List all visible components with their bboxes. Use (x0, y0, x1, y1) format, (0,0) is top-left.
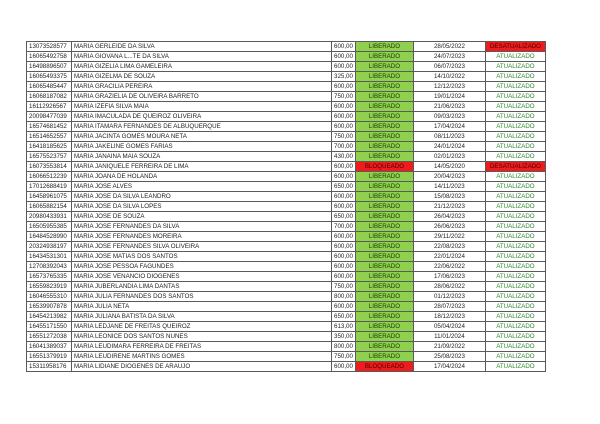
id-cell: 16418185625 (27, 142, 72, 152)
value-cell: 650,00 (332, 182, 356, 192)
name-cell: MARIA JOSE PESSOA FAGUNDES (72, 262, 332, 272)
id-cell: 16505955385 (27, 222, 72, 232)
table-row (27, 352, 546, 362)
situation-cell: ATUALIZADO (485, 212, 545, 222)
id-cell: 16539907878 (27, 302, 72, 312)
status-cell: LIBERADO (355, 132, 413, 142)
date-cell: 01/12/2023 (413, 292, 485, 302)
table-row (27, 52, 546, 62)
situation-cell: ATUALIZADO (485, 352, 545, 362)
situation-cell: ATUALIZADO (485, 72, 545, 82)
value-cell: 600,00 (332, 262, 356, 272)
situation-cell: ATUALIZADO (485, 52, 545, 62)
status-cell: BLOQUEADO (355, 162, 413, 172)
situation-cell: ATUALIZADO (485, 102, 545, 112)
situation-cell: ATUALIZADO (485, 142, 545, 152)
date-cell: 14/11/2023 (413, 182, 485, 192)
name-cell: MARIA JOSE FERNANDES DA SILVA (72, 222, 332, 232)
situation-cell: ATUALIZADO (485, 172, 545, 182)
date-cell: 12/12/2023 (413, 82, 485, 92)
name-cell: MARIA JANIQUELE FERREIRA DE LIMA (72, 162, 332, 172)
date-cell: 22/01/2024 (413, 252, 485, 262)
table-row (27, 162, 546, 172)
situation-cell: ATUALIZADO (485, 242, 545, 252)
value-cell: 750,00 (332, 92, 356, 102)
table-row (27, 242, 546, 252)
id-cell: 16041389037 (27, 342, 72, 352)
name-cell: MARIA LEUDIRENE MARTINS GOMES (72, 352, 332, 362)
situation-cell: ATUALIZADO (485, 222, 545, 232)
status-cell: LIBERADO (355, 122, 413, 132)
date-cell: 22/08/2023 (413, 242, 485, 252)
table-row (27, 212, 546, 222)
status-cell: LIBERADO (355, 212, 413, 222)
table-row (27, 362, 546, 372)
name-cell: MARIA IZEFIA SILVA MAIA (72, 102, 332, 112)
id-cell: 16498896507 (27, 62, 72, 72)
name-cell: MARIA GERLEIDE DA SILVA (72, 42, 332, 52)
table-row (27, 222, 546, 232)
situation-cell: ATUALIZADO (485, 332, 545, 342)
name-cell: MARIA JOSE FERNANDES MOREIRA (72, 232, 332, 242)
situation-cell: ATUALIZADO (485, 82, 545, 92)
id-cell: 16455171550 (27, 322, 72, 332)
table-row (27, 342, 546, 352)
table-row (27, 172, 546, 182)
id-cell: 15311958176 (27, 362, 72, 372)
date-cell: 17/06/2023 (413, 272, 485, 282)
value-cell: 600,00 (332, 232, 356, 242)
name-cell: MARIA JUBERLANDIA LIMA DANTAS (72, 282, 332, 292)
id-cell: 16551272038 (27, 332, 72, 342)
name-cell: MARIA LIDIANE DIOGENES DE ARAUJO (72, 362, 332, 372)
value-cell: 750,00 (332, 282, 356, 292)
value-cell: 600,00 (332, 42, 356, 52)
value-cell: 750,00 (332, 132, 356, 142)
table-body (27, 42, 546, 372)
name-cell: MARIA GIZELMA DE SOUZA (72, 72, 332, 82)
value-cell: 750,00 (332, 352, 356, 362)
id-cell: 16434531301 (27, 252, 72, 262)
status-cell: LIBERADO (355, 242, 413, 252)
situation-cell: ATUALIZADO (485, 252, 545, 262)
table-row (27, 232, 546, 242)
table-row (27, 322, 546, 332)
situation-cell: ATUALIZADO (485, 202, 545, 212)
id-cell: 16458961075 (27, 192, 72, 202)
status-cell: LIBERADO (355, 202, 413, 212)
date-cell: 19/01/2024 (413, 92, 485, 102)
value-cell: 600,00 (332, 362, 356, 372)
id-cell: 16484528990 (27, 232, 72, 242)
situation-cell: ATUALIZADO (485, 152, 545, 162)
situation-cell: ATUALIZADO (485, 92, 545, 102)
situation-cell: ATUALIZADO (485, 302, 545, 312)
value-cell: 600,00 (332, 242, 356, 252)
name-cell: MARIA JULIA NETA (72, 302, 332, 312)
date-cell: 28/05/2022 (413, 42, 485, 52)
value-cell: 600,00 (332, 82, 356, 92)
date-cell: 14/05/2020 (413, 162, 485, 172)
name-cell: MARIA JOSE DE SOUZA (72, 212, 332, 222)
status-cell: LIBERADO (355, 112, 413, 122)
status-cell: LIBERADO (355, 152, 413, 162)
situation-cell: DESATUALIZADO (485, 42, 545, 52)
id-cell: 16551379919 (27, 352, 72, 362)
name-cell: MARIA JOSE VENANCIO DIOGENES (72, 272, 332, 282)
value-cell: 600,00 (332, 302, 356, 312)
status-cell: BLOQUEADO (355, 362, 413, 372)
table-row (27, 122, 546, 132)
situation-cell: ATUALIZADO (485, 282, 545, 292)
value-cell: 600,00 (332, 122, 356, 132)
value-cell: 325,00 (332, 72, 356, 82)
id-cell: 16573765335 (27, 272, 72, 282)
date-cell: 21/12/2023 (413, 202, 485, 212)
date-cell: 28/07/2023 (413, 302, 485, 312)
spreadsheet-table (26, 41, 546, 372)
table-row (27, 202, 546, 212)
table-row (27, 142, 546, 152)
value-cell: 600,00 (332, 272, 356, 282)
id-cell: 16065485447 (27, 82, 72, 92)
date-cell: 02/01/2023 (413, 152, 485, 162)
status-cell: LIBERADO (355, 312, 413, 322)
status-cell: LIBERADO (355, 232, 413, 242)
value-cell: 600,00 (332, 202, 356, 212)
name-cell: MARIA GRAZIELIA DE OLIVEIRA BARRETO (72, 92, 332, 102)
value-cell: 800,00 (332, 292, 356, 302)
status-cell: LIBERADO (355, 282, 413, 292)
status-cell: LIBERADO (355, 92, 413, 102)
name-cell: MARIA JANAINA MAIA SOUZA (72, 152, 332, 162)
id-cell: 16574681452 (27, 122, 72, 132)
id-cell: 16514652557 (27, 132, 72, 142)
name-cell: MARIA JOSE FERNANDES SILVA OLIVEIRA (72, 242, 332, 252)
value-cell: 600,00 (332, 112, 356, 122)
name-cell: MARIA JOANA DE HOLANDA (72, 172, 332, 182)
date-cell: 15/08/2023 (413, 192, 485, 202)
status-cell: LIBERADO (355, 302, 413, 312)
situation-cell: ATUALIZADO (485, 192, 545, 202)
situation-cell: ATUALIZADO (485, 312, 545, 322)
situation-cell: ATUALIZADO (485, 292, 545, 302)
date-cell: 06/07/2023 (413, 62, 485, 72)
table-row (27, 332, 546, 342)
name-cell: MARIA ITAMARA FERNANDES DE ALBUQUERQUE (72, 122, 332, 132)
table-row (27, 182, 546, 192)
date-cell: 14/10/2022 (413, 72, 485, 82)
table-row (27, 272, 546, 282)
situation-cell: ATUALIZADO (485, 132, 545, 142)
status-cell: LIBERADO (355, 352, 413, 362)
situation-cell: ATUALIZADO (485, 122, 545, 132)
date-cell: 08/11/2023 (413, 132, 485, 142)
date-cell: 22/06/2022 (413, 262, 485, 272)
date-cell: 21/09/2022 (413, 342, 485, 352)
name-cell: MARIA LEUDIMARA FERREIRA DE FREITAS (72, 342, 332, 352)
status-cell: LIBERADO (355, 342, 413, 352)
table-row (27, 102, 546, 112)
name-cell: MARIA LEONICE DOS SANTOS NUNES (72, 332, 332, 342)
date-cell: 05/04/2024 (413, 322, 485, 332)
table-row (27, 62, 546, 72)
name-cell: MARIA JAKELINE GOMES FARIAS (72, 142, 332, 152)
name-cell: MARIA JULIA FERNANDES DOS SANTOS (72, 292, 332, 302)
name-cell: MARIA JOSE ALVES (72, 182, 332, 192)
date-cell: 24/01/2024 (413, 142, 485, 152)
date-cell: 21/06/2023 (413, 102, 485, 112)
name-cell: MARIA JOSE DA SILVA LOPES (72, 202, 332, 212)
date-cell: 20/04/2023 (413, 172, 485, 182)
name-cell: MARIA JULIANA BATISTA DA SILVA (72, 312, 332, 322)
table-row (27, 72, 546, 82)
value-cell: 700,00 (332, 142, 356, 152)
situation-cell: ATUALIZADO (485, 182, 545, 192)
id-cell: 13073528577 (27, 42, 72, 52)
id-cell: 16066512239 (27, 172, 72, 182)
id-cell: 16073553814 (27, 162, 72, 172)
table-row (27, 262, 546, 272)
table-row (27, 292, 546, 302)
id-cell: 16575523757 (27, 152, 72, 162)
value-cell: 613,00 (332, 322, 356, 332)
name-cell: MARIA GIZELIA LIMA GAMELEIRA (72, 62, 332, 72)
id-cell: 16068187082 (27, 92, 72, 102)
status-cell: LIBERADO (355, 192, 413, 202)
status-cell: LIBERADO (355, 42, 413, 52)
table-row (27, 112, 546, 122)
situation-cell: ATUALIZADO (485, 362, 545, 372)
date-cell: 18/12/2023 (413, 312, 485, 322)
date-cell: 17/04/2024 (413, 122, 485, 132)
situation-cell: ATUALIZADO (485, 262, 545, 272)
table-row (27, 192, 546, 202)
id-cell: 16065492758 (27, 52, 72, 62)
table-row (27, 152, 546, 162)
date-cell: 26/04/2023 (413, 212, 485, 222)
status-cell: LIBERADO (355, 52, 413, 62)
value-cell: 600,00 (332, 62, 356, 72)
status-cell: LIBERADO (355, 62, 413, 72)
value-cell: 650,00 (332, 312, 356, 322)
name-cell: MARIA GRACILIA PEREIRA (72, 82, 332, 92)
value-cell: 800,00 (332, 342, 356, 352)
value-cell: 650,00 (332, 212, 356, 222)
status-cell: LIBERADO (355, 102, 413, 112)
table-row (27, 302, 546, 312)
id-cell: 16065493375 (27, 72, 72, 82)
situation-cell: ATUALIZADO (485, 62, 545, 72)
situation-cell: ATUALIZADO (485, 272, 545, 282)
value-cell: 600,00 (332, 252, 356, 262)
date-cell: 28/06/2022 (413, 282, 485, 292)
situation-cell: ATUALIZADO (485, 232, 545, 242)
value-cell: 600,00 (332, 162, 356, 172)
value-cell: 700,00 (332, 222, 356, 232)
date-cell: 11/01/2024 (413, 332, 485, 342)
status-cell: LIBERADO (355, 142, 413, 152)
status-cell: LIBERADO (355, 72, 413, 82)
id-cell: 16112926567 (27, 102, 72, 112)
status-cell: LIBERADO (355, 272, 413, 282)
table-row (27, 92, 546, 102)
id-cell: 17012688419 (27, 182, 72, 192)
status-cell: LIBERADO (355, 292, 413, 302)
id-cell: 16065882154 (27, 202, 72, 212)
situation-cell: ATUALIZADO (485, 342, 545, 352)
value-cell: 600,00 (332, 172, 356, 182)
table-row (27, 42, 546, 52)
name-cell: MARIA LEDJANE DE FREITAS QUEIROZ (72, 322, 332, 332)
status-cell: LIBERADO (355, 172, 413, 182)
id-cell: 16559823919 (27, 282, 72, 292)
table-row (27, 252, 546, 262)
id-cell: 16046555310 (27, 292, 72, 302)
name-cell: MARIA JOSE MATIAS DOS SANTOS (72, 252, 332, 262)
date-cell: 26/06/2023 (413, 222, 485, 232)
value-cell: 600,00 (332, 192, 356, 202)
situation-cell: ATUALIZADO (485, 112, 545, 122)
table-row (27, 132, 546, 142)
id-cell: 20098477039 (27, 112, 72, 122)
name-cell: MARIA JOSE DA SILVA LEANDRO (72, 192, 332, 202)
value-cell: 350,00 (332, 332, 356, 342)
name-cell: MARIA JACINTA GOMES MOURA NETA (72, 132, 332, 142)
table-row (27, 82, 546, 92)
name-cell: MARIA GIOVANA L...TE DA SILVA (72, 52, 332, 62)
status-cell: LIBERADO (355, 322, 413, 332)
id-cell: 12708392043 (27, 262, 72, 272)
situation-cell: DESATUALIZADO (485, 162, 545, 172)
value-cell: 430,00 (332, 152, 356, 162)
name-cell: MARIA IMACULADA DE QUEIROZ OLIVEIRA (72, 112, 332, 122)
status-cell: LIBERADO (355, 182, 413, 192)
date-cell: 25/08/2023 (413, 352, 485, 362)
date-cell: 29/11/2022 (413, 232, 485, 242)
status-cell: LIBERADO (355, 222, 413, 232)
date-cell: 17/04/2024 (413, 362, 485, 372)
date-cell: 09/03/2023 (413, 112, 485, 122)
id-cell: 20980433931 (27, 212, 72, 222)
status-cell: LIBERADO (355, 262, 413, 272)
date-cell: 24/07/2023 (413, 52, 485, 62)
id-cell: 20324938197 (27, 242, 72, 252)
status-cell: LIBERADO (355, 252, 413, 262)
situation-cell: ATUALIZADO (485, 322, 545, 332)
value-cell: 600,00 (332, 102, 356, 112)
value-cell: 600,00 (332, 52, 356, 62)
table-row (27, 312, 546, 322)
status-cell: LIBERADO (355, 82, 413, 92)
status-cell: LIBERADO (355, 332, 413, 342)
table-row (27, 282, 546, 292)
id-cell: 16454213982 (27, 312, 72, 322)
